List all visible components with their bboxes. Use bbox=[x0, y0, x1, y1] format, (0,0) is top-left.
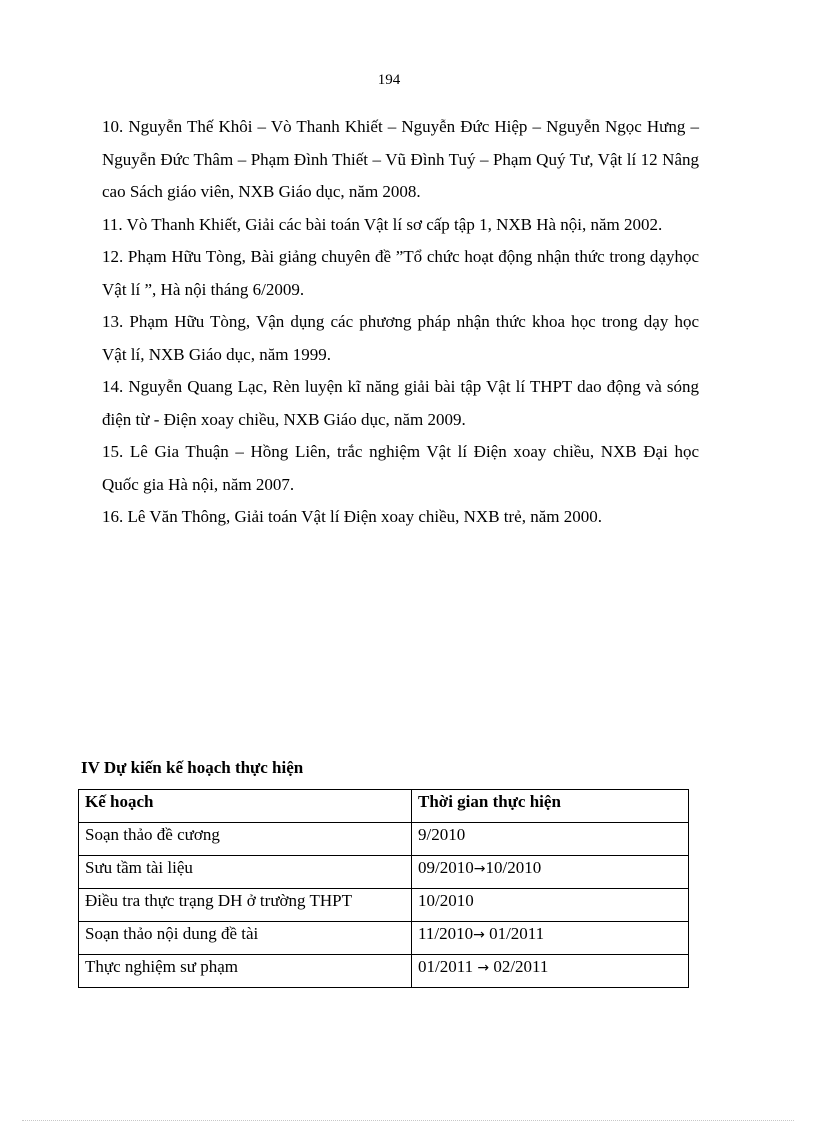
cell-time bbox=[412, 955, 689, 988]
time-from: 10/2010 bbox=[418, 891, 474, 910]
plan-table bbox=[78, 789, 689, 988]
time-from: 11/2010 bbox=[418, 924, 474, 943]
arrow-right-icon: → bbox=[473, 861, 486, 877]
reference-item: 15. Lê Gia Thuận – Hồng Liên, trắc nghiệm Vật lí Điện xoay chiều, NXB Đại học Quốc gia Hà nội, năm 2007. bbox=[102, 442, 699, 494]
header-time: Thời gian thực hiện bbox=[412, 790, 689, 823]
reference-item: 14. Nguyễn Quang Lạc, Rèn luyện kĩ năng giải bài tập Vật lí THPT dao động và sóng điện từ - Điện xoay chiều, NXB Giáo dục, năm 2009. bbox=[102, 377, 699, 429]
cell-plan: Sưu tầm tài liệu bbox=[79, 856, 412, 889]
time-to: 02/2011 bbox=[493, 957, 549, 976]
table-row bbox=[79, 889, 689, 922]
cell-plan: Điều tra thực trạng DH ở trường THPT bbox=[79, 889, 412, 922]
time-to: 01/2011 bbox=[489, 924, 545, 943]
table-header-row bbox=[79, 790, 689, 823]
arrow-right-icon: → bbox=[473, 927, 485, 943]
table-row bbox=[79, 922, 689, 955]
reference-item: 16. Lê Văn Thông, Giải toán Vật lí Điện xoay chiều, NXB trẻ, năm 2000. bbox=[102, 507, 602, 526]
time-from: 01/2011 bbox=[418, 957, 474, 976]
table-row bbox=[79, 856, 689, 889]
cell-plan: Thực nghiệm sư phạm bbox=[79, 955, 412, 988]
section-title: IV Dự kiến kế hoạch thực hiện bbox=[81, 758, 304, 777]
arrow-right-icon: → bbox=[477, 960, 490, 976]
reference-item: 13. Phạm Hữu Tòng, Vận dụng các phương pháp nhận thức khoa học trong dạy học Vật lí, NXB Giáo dục, năm 1999. bbox=[102, 312, 699, 364]
page-number: 194 bbox=[377, 72, 401, 88]
time-from: 09/2010 bbox=[418, 858, 474, 877]
reference-item: 11. Vò Thanh Khiết, Giải các bài toán Vật lí sơ cấp tập 1, NXB Hà nội, năm 2002. bbox=[102, 214, 663, 234]
reference-item: 10. Nguyễn Thế Khôi – Vò Thanh Khiết – Nguyễn Đức Hiệp – Nguyễn Ngọc Hưng – Nguyễn Đức Thâm – Phạm Đình Thiết – Vũ Đình Tuý – Phạm Quý Tư, Vật lí 12 Nâng cao Sách giáo viên, NXB Giáo dục, năm 2008. bbox=[102, 117, 699, 201]
header-plan: Kế hoạch bbox=[79, 790, 412, 823]
cell-time bbox=[412, 823, 689, 856]
table-row bbox=[79, 955, 689, 988]
cell-plan: Soạn thảo nội dung đề tài bbox=[79, 922, 412, 955]
reference-item: 12. Phạm Hữu Tòng, Bài giảng chuyên đề ”Tổ chức hoạt động nhận thức trong dạyhọc Vật lí ”, Hà nội tháng 6/2009. bbox=[102, 247, 699, 299]
cell-plan: Soạn thảo đề cương bbox=[79, 823, 412, 856]
cell-time bbox=[412, 856, 689, 889]
reference-list bbox=[102, 111, 699, 534]
cell-time bbox=[412, 889, 689, 922]
time-to: 10/2010 bbox=[485, 858, 542, 877]
time-from: 9/2010 bbox=[418, 825, 466, 844]
page-bottom-rule bbox=[22, 1120, 794, 1121]
cell-time bbox=[412, 922, 689, 955]
table-row bbox=[79, 823, 689, 856]
